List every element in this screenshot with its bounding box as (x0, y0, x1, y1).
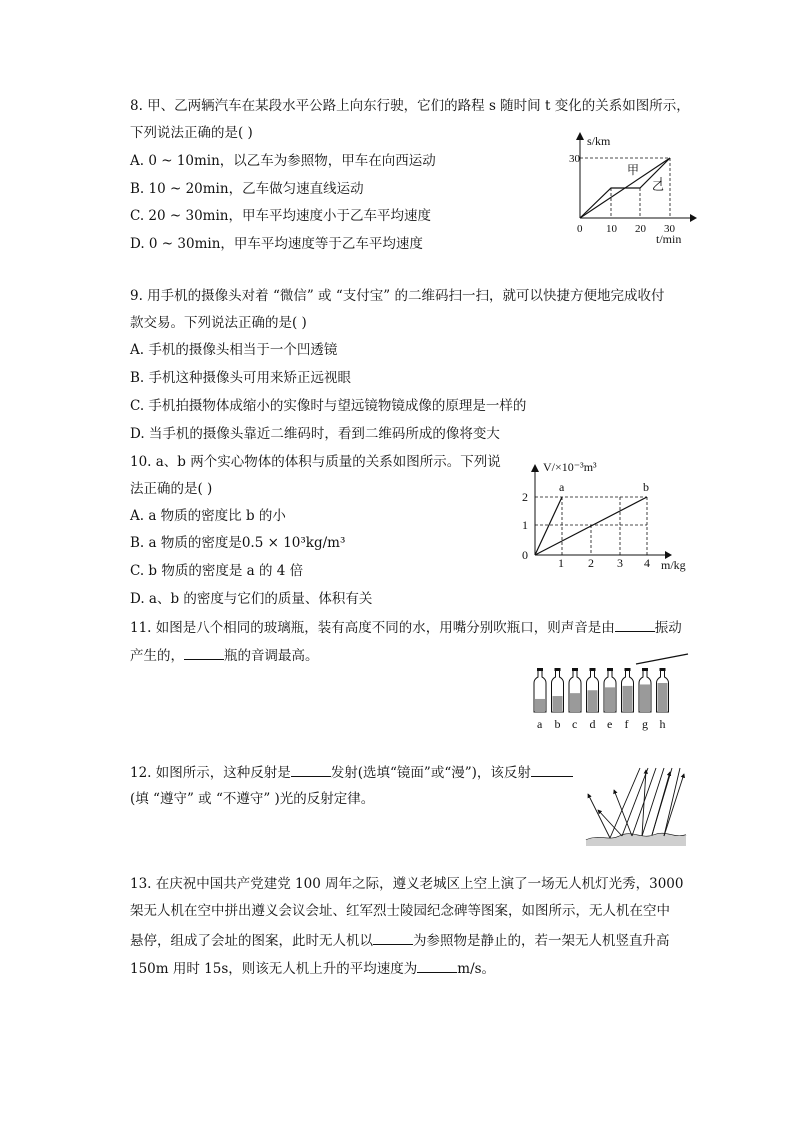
q12-line1-text-a: 12. 如图所示，这种反射是 (130, 765, 291, 781)
q10-x-tick-1: 1 (558, 556, 564, 570)
bottle-b (552, 668, 564, 731)
q10-x-tick-2: 2 (588, 556, 594, 570)
q12-line1 (130, 762, 573, 782)
bottle-label-a: a (537, 717, 543, 731)
bottle-water-b (553, 696, 563, 712)
q10-y-tick-2: 2 (522, 490, 528, 504)
q8-y-arrow (576, 132, 584, 140)
bottle-label-c: c (572, 717, 578, 731)
bottle-f (622, 668, 634, 731)
q10-option-d: D. a、b 的密度与它们的质量、体积有关 (130, 591, 373, 607)
q10-x-label: m/kg (661, 558, 686, 572)
q12-blank-2 (531, 762, 573, 777)
bottle-d (587, 668, 599, 731)
q12-reflected-rays (588, 770, 684, 838)
q13-line1: 13. 在庆祝中国共产党建党 100 周年之际，遵义老城区上空上演了一场无人机灯光秀，3000 (130, 876, 684, 892)
bottle-label-g: g (642, 717, 648, 731)
q9-stem-line1: 9. 用手机的摄像头对着 “微信” 或 “支付宝” 的二维码扫一扫，就可以快捷方便地完成收付 (130, 288, 665, 304)
q11-line1 (130, 617, 682, 637)
q13-line3-text-a: 悬停，组成了会址的图案，此时无人机以 (130, 933, 373, 949)
q10-stem-line2: 法正确的是( ) (130, 481, 213, 497)
q11-blank-1 (615, 617, 655, 632)
q13-blank-2 (417, 958, 457, 973)
bottle-water-h (658, 683, 668, 712)
q12-line1-text-b: 发射(选填“镜面”或“漫”)，该反射 (330, 765, 531, 781)
q8-y-tick-30: 30 (569, 153, 580, 165)
q8-stem-line2: 下列说法正确的是( ) (130, 125, 253, 141)
q11-bottles-figure (528, 650, 693, 735)
q9-option-b: B. 手机这种摄像头可用来矫正远视眼 (130, 370, 352, 386)
q10-option-c: C. b 物质的密度是 a 的 4 倍 (130, 563, 304, 579)
q10-x-tick-3: 3 (617, 556, 623, 570)
q8-stem-line1: 8. 甲、乙两辆汽车在某段水平公路上向东行驶，它们的路程 s 随时间 t 变化的关系如图所示， (130, 98, 690, 114)
q13-line3-text-b: 为参照物是静止的，若一架无人机竖直升高 (413, 933, 670, 949)
bottle-c (569, 668, 581, 731)
q8-option-c: C. 20 ~ 30min，甲车平均速度小于乙车平均速度 (130, 208, 431, 224)
q9-option-d: D. 当手机的摄像头靠近二维码时，看到二维码所成的像将变大 (130, 426, 500, 442)
bottle-g (639, 668, 651, 731)
q12-incident-rays (610, 768, 680, 838)
q8-x-tick-30: 30 (664, 223, 675, 235)
bottle-e (604, 668, 616, 731)
q12-blank-1 (291, 762, 331, 777)
q10-series-a (535, 497, 562, 555)
q10-y-tick-1: 1 (522, 518, 528, 532)
bottle-label-f: f (624, 717, 629, 731)
q12-line2: (填 “遵守” 或 “不遵守” )光的反射定律。 (130, 791, 375, 807)
q8-series-label-jia: 甲 (627, 163, 640, 177)
q12-diffuse-reflection-figure (580, 760, 690, 850)
q8-option-d: D. 0 ~ 30min，甲车平均速度等于乙车平均速度 (130, 236, 423, 252)
bottle-water-a (535, 699, 545, 712)
q11-blank-2 (184, 645, 224, 660)
bottle-label-d: d (589, 717, 596, 731)
q10-volume-mass-graph (515, 455, 695, 575)
q13-line3 (130, 930, 670, 950)
q13-line4-text-b: m/s。 (457, 961, 496, 977)
q8-series-label-yi: 乙 (652, 179, 665, 193)
bottle-label-b: b (554, 717, 561, 731)
q9-stem-line2: 款交易。下列说法正确的是( ) (130, 315, 307, 331)
q11-blow-line (636, 654, 688, 664)
q10-stem-line1: 10. a、b 两个实心物体的体积与质量的关系如图所示。下列说 (130, 454, 501, 470)
bottle-label-e: e (607, 717, 613, 731)
q8-x-tick-10: 10 (606, 223, 617, 235)
q10-option-b: B. a 物质的密度是0.5 × 10³kg/m³ (130, 535, 346, 551)
q13-line2: 架无人机在空中拼出遵义会议会址、红军烈士陵园纪念碑等图案，如图所示，无人机在空中 (130, 903, 670, 919)
bottle-water-g (640, 684, 650, 712)
q9-option-c: C. 手机拍摄物体成缩小的实像时与望远镜物镜成像的原理是一样的 (130, 398, 527, 414)
bottle-water-c (570, 693, 580, 712)
bottle-h (657, 668, 669, 731)
q11-line1-text-b: 振动 (654, 620, 682, 636)
q10-x-tick-4: 4 (644, 556, 650, 570)
q8-y-label: s/km (587, 134, 611, 148)
bottle-water-e (605, 687, 615, 712)
q9-option-a: A. 手机的摄像头相当于一个凹透镜 (130, 342, 338, 358)
q8-x-label: t/min (656, 232, 682, 246)
q11-line2-text-a: 产生的， (130, 648, 184, 664)
q10-y-arrow (531, 464, 539, 472)
q10-series-label-a: a (559, 480, 565, 494)
q8-option-a: A. 0 ~ 10min，以乙车为参照物，甲车在向西运动 (130, 153, 436, 169)
q8-distance-time-graph (560, 128, 700, 248)
bottle-water-f (623, 686, 633, 712)
q13-blank-1 (373, 930, 413, 945)
q13-line4 (130, 958, 495, 978)
q13-line4-text-a: 150m 用时 15s，则该无人机上升的平均速度为 (130, 961, 418, 977)
q12-surface-hatch (586, 833, 686, 846)
q8-x-tick-20: 20 (635, 223, 646, 235)
q8-option-b: B. 10 ~ 20min，乙车做匀速直线运动 (130, 181, 364, 197)
q10-option-a: A. a 物质的密度比 b 的小 (130, 508, 286, 524)
q8-x-arrow (690, 214, 697, 222)
q10-series-label-b: b (643, 480, 649, 494)
q8-x-tick-0: 0 (577, 223, 583, 235)
bottle-label-h: h (659, 717, 666, 731)
q10-origin-label: 0 (522, 548, 528, 562)
bottle-a (534, 668, 546, 731)
q11-line2-text-b: 瓶的音调最高。 (224, 648, 319, 664)
q11-line1-text-a: 11. 如图是八个相同的玻璃瓶，装有高度不同的水，用嘴分别吹瓶口，则声音是由 (130, 620, 615, 636)
q10-y-label: V/×10⁻³m³ (543, 460, 597, 474)
q11-line2 (130, 645, 319, 665)
bottle-water-d (588, 690, 598, 712)
